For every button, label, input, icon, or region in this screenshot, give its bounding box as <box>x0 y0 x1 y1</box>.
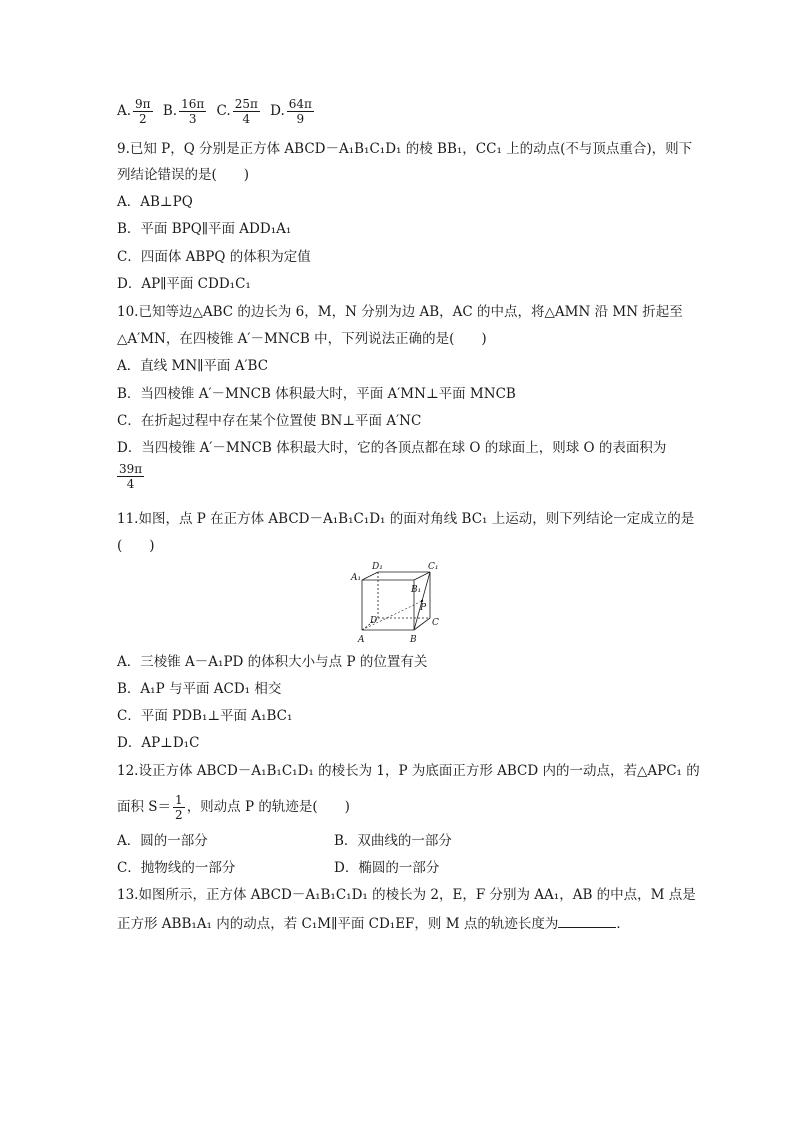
label-a: A <box>358 635 365 645</box>
edge-b1-c1 <box>414 572 430 580</box>
q12-option-d: D．椭圆的一部分 <box>334 860 440 876</box>
q10-option-a: A．直线 MN∥平面 A′BC <box>117 358 269 374</box>
q9-option-b: B．平面 BPQ∥平面 ADD₁A₁ <box>117 221 292 237</box>
q11-stem-line1: 11.如图，点 P 在正方体 ABCD－A₁B₁C₁D₁ 的面对角线 BC₁ 上运动，则下列结论一定成立的是 <box>117 511 695 527</box>
q11-option-a: A．三棱锥 A－A₁PD 的体积大小与点 P 的位置有关 <box>117 654 428 670</box>
edge-a1-d1 <box>362 572 378 580</box>
label-p: P <box>420 603 427 613</box>
q10-option-c: C．在折起过程中存在某个位置使 BN⊥平面 A′NC <box>117 413 422 429</box>
label-b: B <box>410 635 417 645</box>
label-d1: D₁ <box>372 562 383 572</box>
q10-option-d-fraction: $\frac{39\pi}{4}$ <box>119 462 143 491</box>
q9-stem-line2: 列结论错误的是( ) <box>117 167 250 183</box>
label-c: C <box>432 618 439 628</box>
q12-stem-line2: 面积 S＝ $\frac{1}{2}$ ，则动点 P 的轨迹是( ) <box>117 793 350 822</box>
answer-blank[interactable] <box>558 913 616 928</box>
q12-option-a: A．圆的一部分 <box>117 833 208 849</box>
label-d: D <box>370 616 378 626</box>
q11-option-c: C．平面 PDB₁⊥平面 A₁BC₁ <box>117 708 293 724</box>
q12-option-b: B．双曲线的一部分 <box>334 833 452 849</box>
q12-stem-line1: 12.设正方体 ABCD－A₁B₁C₁D₁ 的棱长为 1，P 为底面正方形 ABCD 内的一动点，若△APC₁ 的 <box>117 763 700 779</box>
label-c1: C₁ <box>428 562 439 572</box>
point-p <box>421 600 423 602</box>
q8-option-b: B. $\frac{16\pi}{3}$ <box>162 97 205 126</box>
q8-option-c: C. $\frac{25\pi}{4}$ <box>216 97 258 126</box>
q10-option-b: B．当四棱锥 A′－MNCB 体积最大时，平面 A′MN⊥平面 MNCB <box>117 386 516 402</box>
q8-options <box>117 97 316 126</box>
label-b1: B₁ <box>411 585 422 595</box>
q10-stem-line2: △A′MN，在四棱锥 A′－MNCB 中，下列说法正确的是( ) <box>117 331 487 347</box>
q13-stem-line1: 13.如图所示，正方体 ABCD－A₁B₁C₁D₁ 的棱长为 2，E，F 分别为 AA₁，AB 的中点，M 点是 <box>117 887 696 903</box>
q10-option-d: D．当四棱锥 A′－MNCB 体积最大时，它的各顶点都在球 O 的球面上，则球 O 的表面积为 <box>117 440 667 456</box>
q9-option-d: D．AP∥平面 CDD₁C₁ <box>117 276 251 292</box>
q9-option-c: C．四面体 ABPQ 的体积为定值 <box>117 249 311 265</box>
cube-figure <box>350 558 450 648</box>
q11-option-d: D．AP⊥D₁C <box>117 735 200 751</box>
q12-option-c: C．抛物线的一部分 <box>117 860 236 876</box>
label-a1: A₁ <box>351 573 362 583</box>
q13-stem-line2: 正方形 ABB₁A₁ 内的动点，若 C₁M∥平面 CD₁EF，则 M 点的轨迹长度为 ． <box>117 913 630 933</box>
q8-option-a: A. $\frac{9\pi}{2}$ <box>117 97 151 126</box>
q9-stem-line1: 9.已知 P，Q 分别是正方体 ABCD－A₁B₁C₁D₁ 的棱 BB₁，CC₁ 上的动点(不与顶点重合)，则下 <box>117 141 693 157</box>
q9-option-a: A．AB⊥PQ <box>117 194 193 210</box>
q8-option-d: D. $\frac{64\pi}{9}$ <box>270 97 312 126</box>
q11-stem-line2: ( ) <box>117 538 155 554</box>
q10-stem-line1: 10.已知等边△ABC 的边长为 6，M，N 分别为边 AB，AC 的中点，将△AMN 沿 MN 折起至 <box>117 304 683 320</box>
q11-option-b: B．A₁P 与平面 ACD₁ 相交 <box>117 681 282 697</box>
